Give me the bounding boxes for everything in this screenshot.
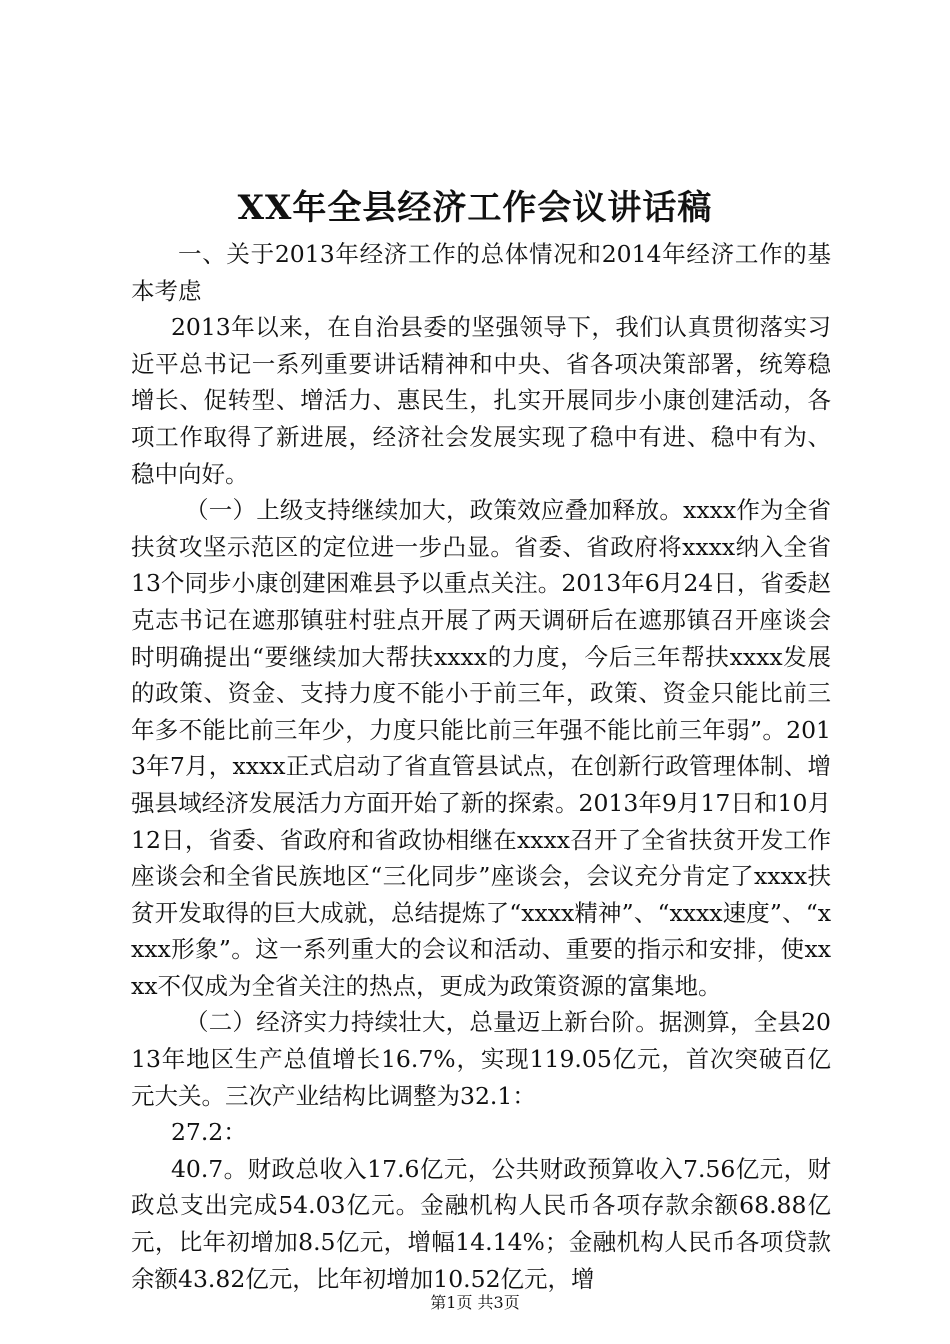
document-body — [131, 236, 831, 1297]
document-title: XX年全县经济工作会议讲话稿 — [237, 188, 713, 228]
section-heading: 一、关于2013年经济工作的总体情况和2014年经济工作的基本考虑 — [131, 240, 831, 305]
body-paragraph: 2013年以来，在自治县委的坚强领导下，我们认真贯彻落实习近平总书记一系列重要讲话精神和中央、省各项决策部署，统筹稳增长、促转型、增活力、惠民生，扎实开展同步小康创建活动，各项工作取得了新进展，经济社会发展实现了稳中有进、稳中有为、稳中向好。 — [131, 313, 831, 488]
body-paragraph: 27.2： — [170, 1118, 247, 1147]
page-footer: 第1页 共3页 — [430, 1293, 520, 1312]
body-paragraph: 40.7。财政总收入17.6亿元，公共财政预算收入7.56亿元，财政总支出完成54.03亿元。金融机构人民币各项存款余额68.88亿元，比年初增加8.5亿元，增幅14.14%；金融机构人民币各项贷款余额43.82亿元，比年初增加10.52亿元，增 — [131, 1154, 831, 1293]
body-paragraph: （二）经济实力持续壮大，总量迈上新台阶。据测算，全县2013年地区生产总值增长16.7%，实现119.05亿元，首次突破百亿元大关。三次产业结构比调整为32.1： — [131, 1008, 831, 1110]
body-paragraph: （一）上级支持继续加大，政策效应叠加释放。xxxx作为全省扶贫攻坚示范区的定位进一步凸显。省委、省政府将xxxx纳入全省13个同步小康创建困难县予以重点关注。2013年6月24日，省委赵克志书记在遮那镇驻村驻点开展了两天调研后在遮那镇召开座谈会时明确提出“要继续加大帮扶xxxx的力度，今后三年帮扶xxxx发展的政策、资金、支持力度不能小于前三年，政策、资金只能比前三年多不能比前三年少，力度只能比前三年强不能比前三年弱”。2013年7月，xxxx正式启动了省直管县试点，在创新行政管理体制、增强县域经济发展活力方面开始了新的探索。2013年9月17日和10月12日，省委、省政府和省政协相继在xxxx召开了全省扶贫开发工作座谈会和全省民族地区“三化同步”座谈会，会议充分肯定了xxxx扶贫开发取得的巨大成就，总结提炼了“xxxx精神”、“xxxx速度”、“xxxx形象”。这一系列重大的会议和活动、重要的指示和安排，使xxxx不仅成为全省关注的热点，更成为政策资源的富集地。 — [131, 496, 831, 1000]
